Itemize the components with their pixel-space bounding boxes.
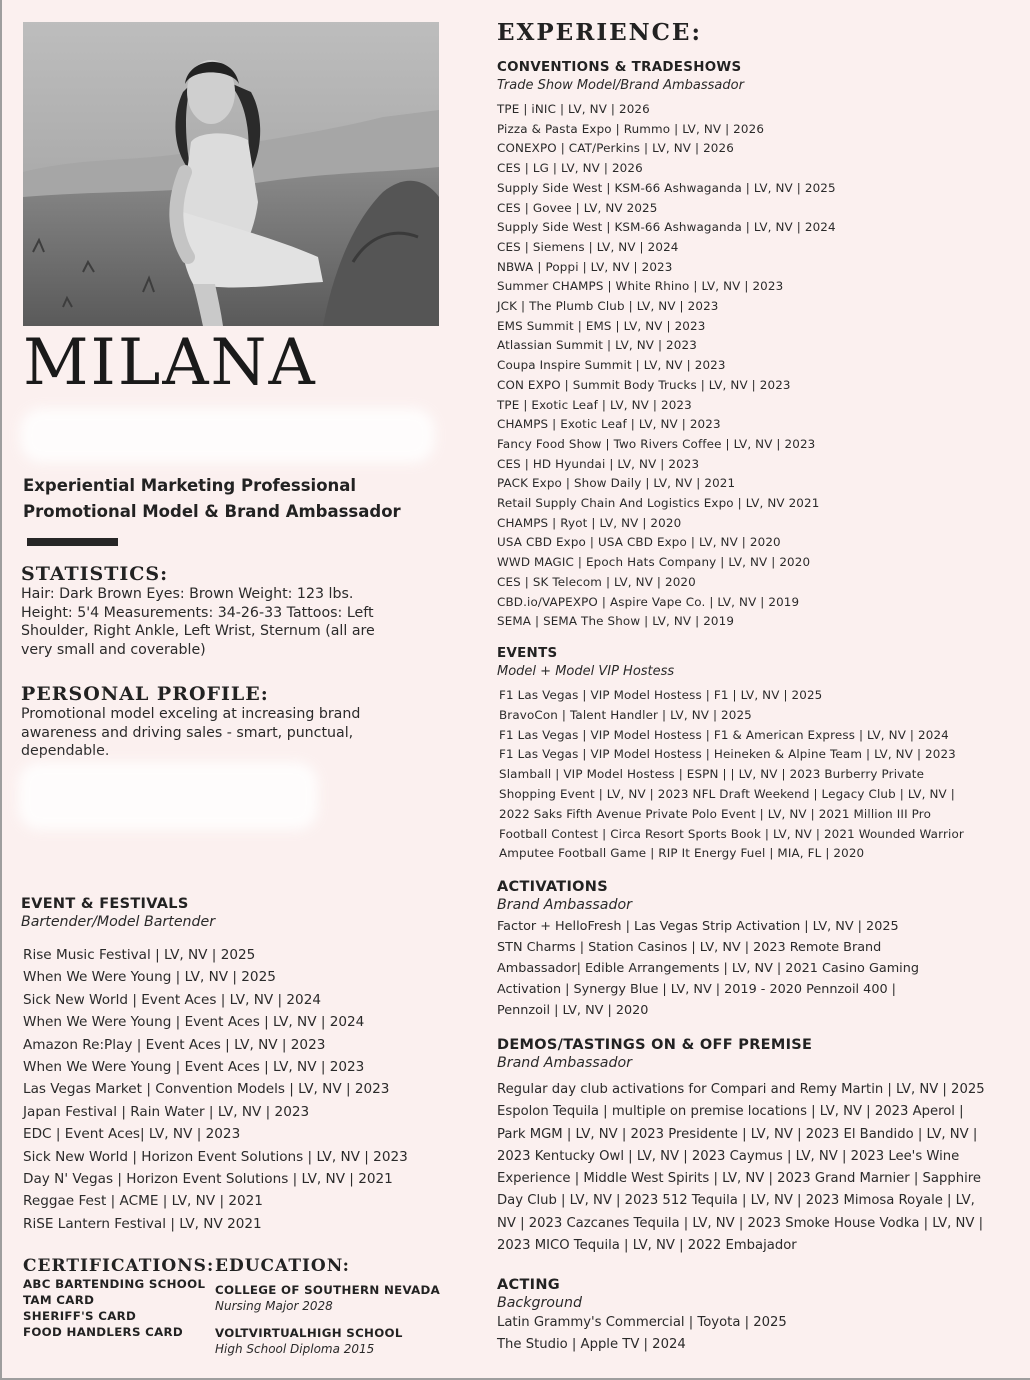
list-item: CBD.io/VAPEXPO | Aspire Vape Co. | LV, NV | 2019 — [497, 594, 800, 609]
list-item: When We Were Young | LV, NV | 2025 — [23, 969, 276, 986]
list-item: CON EXPO | Summit Body Trucks | LV, NV | 2023 — [497, 377, 791, 392]
list-item: Coupa Inspire Summit | LV, NV | 2023 — [497, 358, 726, 373]
certifications-list — [23, 1276, 213, 1340]
education-entry — [215, 1282, 465, 1314]
certification-item: FOOD HANDLERS CARD — [23, 1325, 184, 1339]
list-item: Pizza & Pasta Expo | Rummo | LV, NV | 2026 — [497, 121, 765, 136]
activations-line: STN Charms | Station Casinos | LV, NV | 2023 Remote Brand — [497, 940, 882, 955]
list-item: JCK | The Plumb Club | LV, NV | 2023 — [497, 299, 719, 314]
certifications-section — [23, 1256, 213, 1340]
list-item: TPE | Exotic Leaf | LV, NV | 2023 — [497, 397, 692, 412]
list-item: SEMA | SEMA The Show | LV, NV | 2019 — [497, 614, 735, 629]
list-item: EMS Summit | EMS | LV, NV | 2023 — [497, 318, 706, 333]
person-name: MILANA — [23, 326, 317, 400]
list-item: TPE | iNIC | LV, NV | 2026 — [497, 102, 650, 116]
certification-item: SHERIFF'S CARD — [23, 1309, 137, 1323]
activations-heading: ACTIVATIONS — [497, 879, 608, 895]
education-school: VOLTVIRTUALHIGH SCHOOL — [215, 1326, 403, 1340]
portrait-image — [23, 22, 439, 326]
education-detail: High School Diploma 2015 — [215, 1342, 375, 1356]
list-item: Latin Grammy's Commercial | Toyota | 2025 — [497, 1315, 787, 1330]
list-item: RiSE Lantern Festival | LV, NV 2021 — [23, 1215, 262, 1232]
event-festivals-section — [21, 895, 461, 1235]
events-section — [497, 645, 1017, 864]
list-item: CES | Govee | LV, NV 2025 — [497, 200, 658, 215]
demos-line: 2023 MICO Tequila | LV, NV | 2022 Embajador — [497, 1238, 797, 1254]
profile-line: awareness and driving sales - smart, punctual, — [21, 724, 354, 741]
list-item: Sick New World | Event Aces | LV, NV | 2024 — [23, 991, 321, 1008]
certification-item: TAM CARD — [23, 1293, 95, 1307]
demos-line: Day Club | LV, NV | 2023 512 Tequila | LV, NV | 2023 Mimosa Royale | LV, — [497, 1193, 975, 1209]
profile-photo — [23, 22, 439, 326]
activations-line: Activation | Synergy Blue | LV, NV | 2019 - 2020 Pennzoil 400 | — [497, 982, 896, 997]
list-item: Fancy Food Show | Two Rivers Coffee | LV, NV | 2023 — [497, 436, 816, 451]
list-item: CHAMPS | Ryot | LV, NV | 2020 — [497, 515, 682, 530]
list-item: Sick New World | Horizon Event Solutions | LV, NV | 2023 — [23, 1148, 408, 1165]
acting-role: Background — [497, 1295, 582, 1311]
demos-line: Park MGM | LV, NV | 2023 Presidente | LV, NV | 2023 El Bandido | LV, NV | — [497, 1126, 978, 1142]
demos-line: Espolon Tequila | multiple on premise locations | LV, NV | 2023 Aperol | — [497, 1104, 964, 1120]
statistics-text — [21, 585, 461, 659]
education-section — [215, 1256, 465, 1357]
list-item: Las Vegas Market | Convention Models | LV, NV | 2023 — [23, 1081, 390, 1098]
activations-role: Brand Ambassador — [497, 897, 632, 913]
redacted-profile-block — [18, 762, 318, 830]
activations-line: Factor + HelloFresh | Las Vegas Strip Activation | LV, NV | 2025 — [497, 919, 899, 934]
demos-line: 2023 Kentucky Owl | LV, NV | 2023 Caymus | LV, NV | 2023 Lee's Wine — [497, 1148, 960, 1164]
event-festivals-role: Bartender/Model Bartender — [21, 914, 216, 930]
personal-profile-heading: PERSONAL PROFILE: — [21, 683, 269, 705]
activations-list — [497, 916, 1017, 1021]
certifications-heading: CERTIFICATIONS: — [23, 1256, 215, 1276]
demos-heading: DEMOS/TASTINGS ON & OFF PREMISE — [497, 1037, 813, 1053]
events-line: Slamball | VIP Model Hostess | ESPN | | LV, NV | 2023 Burberry Private — [499, 767, 925, 782]
events-line: F1 Las Vegas | VIP Model Hostess | F1 | LV, NV | 2025 — [499, 688, 823, 702]
acting-heading: ACTING — [497, 1277, 560, 1293]
events-line: Shopping Event | LV, NV | 2023 NFL Draft Weekend | Legacy Club | LV, NV | — [499, 786, 955, 801]
activations-line: Pennzoil | LV, NV | 2020 — [497, 1003, 649, 1018]
activations-section — [497, 878, 1017, 1021]
list-item: CES | SK Telecom | LV, NV | 2020 — [497, 574, 696, 589]
statistics-line: Hair: Dark Brown Eyes: Brown Weight: 123 lbs. — [21, 586, 354, 602]
list-item: CHAMPS | Exotic Leaf | LV, NV | 2023 — [497, 417, 721, 432]
conventions-list — [497, 100, 1017, 632]
demos-line: Experience | Middle West Spirits | LV, NV | 2023 Grand Marnier | Sapphire — [497, 1171, 982, 1187]
demos-role: Brand Ambassador — [497, 1055, 632, 1071]
demos-list — [497, 1079, 1017, 1257]
list-item: Atlassian Summit | LV, NV | 2023 — [497, 338, 697, 353]
list-item: WWD MAGIC | Epoch Hats Company | LV, NV | 2020 — [497, 555, 811, 570]
experience-heading: EXPERIENCE: — [497, 19, 702, 46]
list-item: The Studio | Apple TV | 2024 — [497, 1337, 686, 1352]
list-item: When We Were Young | Event Aces | LV, NV | 2024 — [23, 1014, 365, 1031]
list-item: Supply Side West | KSM-66 Ashwaganda | LV, NV | 2025 — [497, 180, 836, 195]
profile-line: dependable. — [21, 743, 110, 759]
list-item: CES | HD Hyundai | LV, NV | 2023 — [497, 456, 700, 471]
conventions-role: Trade Show Model/Brand Ambassador — [497, 78, 744, 93]
education-school: COLLEGE OF SOUTHERN NEVADA — [215, 1283, 441, 1297]
events-role: Model + Model VIP Hostess — [497, 664, 675, 679]
personal-profile-text — [21, 705, 461, 761]
events-line: Football Contest | Circa Resort Sports Book | LV, NV | 2021 Wounded Warrior — [499, 826, 964, 841]
demos-line: NV | 2023 Cazcanes Tequila | LV, NV | 2023 Smoke House Vodka | LV, NV | — [497, 1215, 984, 1231]
profile-line: Promotional model exceling at increasing brand — [21, 706, 361, 722]
list-item: Reggae Fest | ACME | LV, NV | 2021 — [23, 1193, 263, 1210]
list-item: Rise Music Festival | LV, NV | 2025 — [23, 947, 256, 963]
demos-line: Regular day club activations for Compari and Remy Martin | LV, NV | 2025 — [497, 1082, 985, 1097]
personal-profile-section — [21, 683, 461, 761]
education-detail: Nursing Major 2028 — [215, 1299, 333, 1313]
redacted-contact-block — [20, 408, 435, 463]
tagline — [23, 473, 401, 525]
tagline-line-2: Promotional Model & Brand Ambassador — [23, 502, 401, 521]
statistics-line: Shoulder, Right Ankle, Left Wrist, Sternum (all are — [21, 623, 375, 639]
list-item: PACK Expo | Show Daily | LV, NV | 2021 — [497, 476, 736, 491]
list-item: CONEXPO | CAT/Perkins | LV, NV | 2026 — [497, 141, 734, 156]
activations-line: Ambassador| Edible Arrangements | LV, NV | 2021 Casino Gaming — [497, 961, 919, 976]
demos-section — [497, 1036, 1017, 1257]
conventions-section — [497, 59, 1017, 632]
list-item: CES | LG | LV, NV | 2026 — [497, 161, 643, 176]
events-line: F1 Las Vegas | VIP Model Hostess | Heineken & Alpine Team | LV, NV | 2023 — [499, 747, 956, 762]
event-festivals-heading: EVENT & FESTIVALS — [21, 896, 189, 912]
list-item: Amazon Re:Play | Event Aces | LV, NV | 2023 — [23, 1036, 326, 1053]
events-line: 2022 Saks Fifth Avenue Private Polo Event | LV, NV | 2021 Million III Pro — [499, 806, 931, 821]
education-heading: EDUCATION: — [215, 1256, 350, 1276]
education-entry — [215, 1325, 465, 1357]
list-item: EDC | Event Aces| LV, NV | 2023 — [23, 1126, 241, 1143]
list-item: Retail Supply Chain And Logistics Expo | LV, NV 2021 — [497, 496, 820, 511]
list-item: NBWA | Poppi | LV, NV | 2023 — [497, 259, 673, 274]
list-item: Summer CHAMPS | White Rhino | LV, NV | 2023 — [497, 279, 784, 294]
acting-list — [497, 1312, 1017, 1356]
tagline-line-1: Experiential Marketing Professional — [23, 476, 357, 495]
events-list — [499, 686, 1017, 864]
certification-item: ABC BARTENDING SCHOOL — [23, 1277, 206, 1291]
list-item: Japan Festival | Rain Water | LV, NV | 2023 — [23, 1103, 310, 1120]
statistics-heading: STATISTICS: — [21, 563, 169, 585]
list-item: When We Were Young | Event Aces | LV, NV | 2023 — [23, 1059, 365, 1076]
events-line: Amputee Football Game | RIP It Energy Fuel | MIA, FL | 2020 — [499, 846, 865, 861]
divider-bar — [27, 538, 118, 546]
list-item: Day N' Vegas | Horizon Event Solutions | LV, NV | 2021 — [23, 1171, 393, 1188]
events-line: F1 Las Vegas | VIP Model Hostess | F1 & American Express | LV, NV | 2024 — [499, 727, 949, 742]
statistics-line: very small and coverable) — [21, 641, 206, 658]
event-festivals-list — [23, 944, 461, 1235]
list-item: USA CBD Expo | USA CBD Expo | LV, NV | 2020 — [497, 535, 781, 550]
events-line: BravoCon | Talent Handler | LV, NV | 2025 — [499, 707, 752, 722]
list-item: CES | Siemens | LV, NV | 2024 — [497, 239, 679, 254]
acting-section — [497, 1276, 1017, 1356]
statistics-line: Height: 5'4 Measurements: 34-26-33 Tattoos: Left — [21, 604, 374, 621]
list-item: Supply Side West | KSM-66 Ashwaganda | LV, NV | 2024 — [497, 220, 836, 235]
conventions-heading: CONVENTIONS & TRADESHOWS — [497, 60, 742, 75]
statistics-section — [21, 563, 461, 659]
events-heading: EVENTS — [497, 646, 558, 661]
